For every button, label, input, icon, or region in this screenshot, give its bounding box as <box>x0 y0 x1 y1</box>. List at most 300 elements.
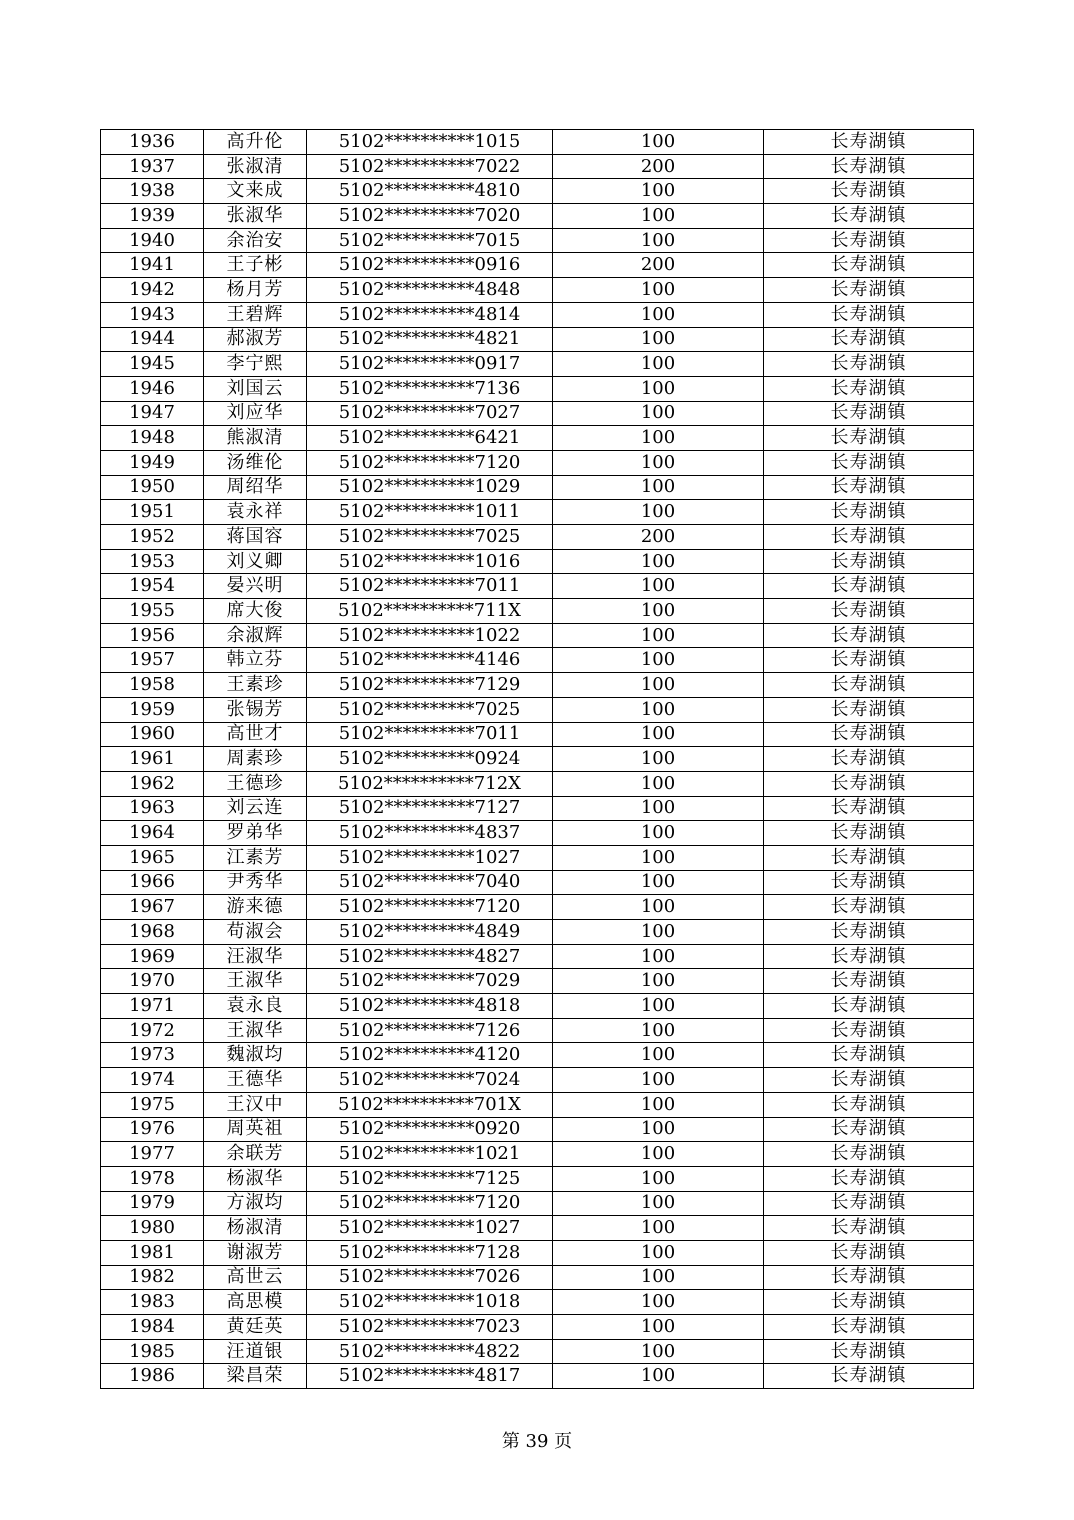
town-cell: 长寿湖镇 <box>764 500 974 525</box>
id-number-cell: 5102**********4120 <box>307 1043 553 1068</box>
id-number-cell: 5102**********0920 <box>307 1117 553 1142</box>
amount-cell: 100 <box>553 549 764 574</box>
serial-number-cell: 1986 <box>101 1364 204 1389</box>
town-cell: 长寿湖镇 <box>764 1068 974 1093</box>
name-cell: 游来德 <box>204 895 307 920</box>
table-row <box>101 870 974 895</box>
name-cell: 高思模 <box>204 1290 307 1315</box>
amount-cell: 100 <box>553 1216 764 1241</box>
amount-cell: 100 <box>553 648 764 673</box>
town-cell: 长寿湖镇 <box>764 599 974 624</box>
serial-number-cell: 1940 <box>101 228 204 253</box>
table-row <box>101 673 974 698</box>
name-cell: 蒋国容 <box>204 525 307 550</box>
name-cell: 王淑华 <box>204 1018 307 1043</box>
town-cell: 长寿湖镇 <box>764 1092 974 1117</box>
table-row <box>101 599 974 624</box>
name-cell: 杨淑华 <box>204 1166 307 1191</box>
serial-number-cell: 1967 <box>101 895 204 920</box>
town-cell: 长寿湖镇 <box>764 401 974 426</box>
table-row <box>101 1339 974 1364</box>
serial-number-cell: 1977 <box>101 1142 204 1167</box>
table-row <box>101 450 974 475</box>
id-number-cell: 5102**********7125 <box>307 1166 553 1191</box>
id-number-cell: 5102**********7120 <box>307 895 553 920</box>
id-number-cell: 5102**********7120 <box>307 450 553 475</box>
town-cell: 长寿湖镇 <box>764 747 974 772</box>
name-cell: 席大俊 <box>204 599 307 624</box>
id-number-cell: 5102**********4822 <box>307 1339 553 1364</box>
amount-cell: 100 <box>553 599 764 624</box>
serial-number-cell: 1953 <box>101 549 204 574</box>
serial-number-cell: 1947 <box>101 401 204 426</box>
id-number-cell: 5102**********7040 <box>307 870 553 895</box>
town-cell: 长寿湖镇 <box>764 697 974 722</box>
name-cell: 袁永祥 <box>204 500 307 525</box>
town-cell: 长寿湖镇 <box>764 574 974 599</box>
table-row <box>101 697 974 722</box>
name-cell: 余治安 <box>204 228 307 253</box>
table-row <box>101 179 974 204</box>
serial-number-cell: 1941 <box>101 253 204 278</box>
serial-number-cell: 1948 <box>101 426 204 451</box>
table-row <box>101 228 974 253</box>
table-row <box>101 352 974 377</box>
table-row <box>101 525 974 550</box>
table-row <box>101 1092 974 1117</box>
serial-number-cell: 1968 <box>101 920 204 945</box>
id-number-cell: 5102**********7029 <box>307 969 553 994</box>
id-number-cell: 5102**********1011 <box>307 500 553 525</box>
serial-number-cell: 1985 <box>101 1339 204 1364</box>
name-cell: 张淑清 <box>204 154 307 179</box>
amount-cell: 100 <box>553 179 764 204</box>
serial-number-cell: 1950 <box>101 475 204 500</box>
amount-cell: 100 <box>553 1339 764 1364</box>
table-row <box>101 475 974 500</box>
amount-cell: 100 <box>553 673 764 698</box>
town-cell: 长寿湖镇 <box>764 475 974 500</box>
table-row <box>101 500 974 525</box>
amount-cell: 100 <box>553 1043 764 1068</box>
table-row <box>101 154 974 179</box>
amount-cell: 100 <box>553 1166 764 1191</box>
amount-cell: 100 <box>553 1315 764 1340</box>
serial-number-cell: 1984 <box>101 1315 204 1340</box>
amount-cell: 100 <box>553 401 764 426</box>
amount-cell: 100 <box>553 228 764 253</box>
table-row <box>101 1216 974 1241</box>
name-cell: 高升伦 <box>204 130 307 155</box>
id-number-cell: 5102**********7120 <box>307 1191 553 1216</box>
id-number-cell: 5102**********7023 <box>307 1315 553 1340</box>
name-cell: 刘义卿 <box>204 549 307 574</box>
table-row <box>101 821 974 846</box>
amount-cell: 100 <box>553 697 764 722</box>
name-cell: 黄廷英 <box>204 1315 307 1340</box>
amount-cell: 100 <box>553 475 764 500</box>
town-cell: 长寿湖镇 <box>764 1339 974 1364</box>
town-cell: 长寿湖镇 <box>764 376 974 401</box>
table-row <box>101 376 974 401</box>
page-number: 第 39 页 <box>501 1431 573 1452</box>
id-number-cell: 5102**********712X <box>307 771 553 796</box>
name-cell: 王淑华 <box>204 969 307 994</box>
name-cell: 袁永良 <box>204 994 307 1019</box>
town-cell: 长寿湖镇 <box>764 426 974 451</box>
serial-number-cell: 1983 <box>101 1290 204 1315</box>
town-cell: 长寿湖镇 <box>764 1191 974 1216</box>
town-cell: 长寿湖镇 <box>764 1364 974 1389</box>
serial-number-cell: 1981 <box>101 1240 204 1265</box>
table-row <box>101 1191 974 1216</box>
name-cell: 刘云连 <box>204 796 307 821</box>
serial-number-cell: 1970 <box>101 969 204 994</box>
table-row <box>101 944 974 969</box>
amount-cell: 100 <box>553 895 764 920</box>
table-row <box>101 1068 974 1093</box>
serial-number-cell: 1951 <box>101 500 204 525</box>
serial-number-cell: 1944 <box>101 327 204 352</box>
serial-number-cell: 1963 <box>101 796 204 821</box>
town-cell: 长寿湖镇 <box>764 1290 974 1315</box>
name-cell: 高世才 <box>204 722 307 747</box>
amount-cell: 100 <box>553 130 764 155</box>
amount-cell: 100 <box>553 747 764 772</box>
town-cell: 长寿湖镇 <box>764 944 974 969</box>
table-row <box>101 895 974 920</box>
name-cell: 刘国云 <box>204 376 307 401</box>
id-number-cell: 5102**********4849 <box>307 920 553 945</box>
name-cell: 汪道银 <box>204 1339 307 1364</box>
town-cell: 长寿湖镇 <box>764 549 974 574</box>
id-number-cell: 5102**********7136 <box>307 376 553 401</box>
id-number-cell: 5102**********701X <box>307 1092 553 1117</box>
serial-number-cell: 1978 <box>101 1166 204 1191</box>
id-number-cell: 5102**********7015 <box>307 228 553 253</box>
amount-cell: 100 <box>553 450 764 475</box>
id-number-cell: 5102**********7129 <box>307 673 553 698</box>
name-cell: 周素珍 <box>204 747 307 772</box>
serial-number-cell: 1952 <box>101 525 204 550</box>
id-number-cell: 5102**********4837 <box>307 821 553 846</box>
name-cell: 谢淑芳 <box>204 1240 307 1265</box>
town-cell: 长寿湖镇 <box>764 130 974 155</box>
name-cell: 李宁熙 <box>204 352 307 377</box>
name-cell: 文来成 <box>204 179 307 204</box>
id-number-cell: 5102**********6421 <box>307 426 553 451</box>
id-number-cell: 5102**********1016 <box>307 549 553 574</box>
town-cell: 长寿湖镇 <box>764 1142 974 1167</box>
town-cell: 长寿湖镇 <box>764 1240 974 1265</box>
table-row <box>101 994 974 1019</box>
serial-number-cell: 1943 <box>101 302 204 327</box>
town-cell: 长寿湖镇 <box>764 920 974 945</box>
town-cell: 长寿湖镇 <box>764 352 974 377</box>
name-cell: 韩立芬 <box>204 648 307 673</box>
amount-cell: 100 <box>553 376 764 401</box>
amount-cell: 200 <box>553 154 764 179</box>
id-number-cell: 5102**********7022 <box>307 154 553 179</box>
town-cell: 长寿湖镇 <box>764 845 974 870</box>
town-cell: 长寿湖镇 <box>764 821 974 846</box>
table-row <box>101 204 974 229</box>
name-cell: 汤维伦 <box>204 450 307 475</box>
id-number-cell: 5102**********0917 <box>307 352 553 377</box>
town-cell: 长寿湖镇 <box>764 204 974 229</box>
amount-cell: 100 <box>553 500 764 525</box>
id-number-cell: 5102**********4146 <box>307 648 553 673</box>
id-number-cell: 5102**********7025 <box>307 525 553 550</box>
serial-number-cell: 1961 <box>101 747 204 772</box>
table-row <box>101 1166 974 1191</box>
amount-cell: 100 <box>553 870 764 895</box>
id-number-cell: 5102**********1022 <box>307 623 553 648</box>
name-cell: 江素芳 <box>204 845 307 870</box>
amount-cell: 100 <box>553 994 764 1019</box>
town-cell: 长寿湖镇 <box>764 673 974 698</box>
id-number-cell: 5102**********1015 <box>307 130 553 155</box>
amount-cell: 100 <box>553 278 764 303</box>
name-cell: 尹秀华 <box>204 870 307 895</box>
serial-number-cell: 1974 <box>101 1068 204 1093</box>
table-row <box>101 1364 974 1389</box>
serial-number-cell: 1972 <box>101 1018 204 1043</box>
serial-number-cell: 1979 <box>101 1191 204 1216</box>
serial-number-cell: 1949 <box>101 450 204 475</box>
amount-cell: 200 <box>553 525 764 550</box>
name-cell: 刘应华 <box>204 401 307 426</box>
table-row <box>101 327 974 352</box>
table-row <box>101 130 974 155</box>
town-cell: 长寿湖镇 <box>764 870 974 895</box>
town-cell: 长寿湖镇 <box>764 228 974 253</box>
amount-cell: 100 <box>553 1117 764 1142</box>
id-number-cell: 5102**********7128 <box>307 1240 553 1265</box>
name-cell: 魏淑均 <box>204 1043 307 1068</box>
serial-number-cell: 1958 <box>101 673 204 698</box>
town-cell: 长寿湖镇 <box>764 648 974 673</box>
name-cell: 杨月芳 <box>204 278 307 303</box>
town-cell: 长寿湖镇 <box>764 1043 974 1068</box>
id-number-cell: 5102**********7020 <box>307 204 553 229</box>
amount-cell: 100 <box>553 623 764 648</box>
amount-cell: 100 <box>553 1191 764 1216</box>
table-row <box>101 969 974 994</box>
name-cell: 张淑华 <box>204 204 307 229</box>
id-number-cell: 5102**********7026 <box>307 1265 553 1290</box>
id-number-cell: 5102**********4818 <box>307 994 553 1019</box>
town-cell: 长寿湖镇 <box>764 302 974 327</box>
name-cell: 高世云 <box>204 1265 307 1290</box>
name-cell: 余联芳 <box>204 1142 307 1167</box>
table-row <box>101 1117 974 1142</box>
amount-cell: 100 <box>553 722 764 747</box>
amount-cell: 100 <box>553 1092 764 1117</box>
id-number-cell: 5102**********7025 <box>307 697 553 722</box>
town-cell: 长寿湖镇 <box>764 1166 974 1191</box>
name-cell: 熊淑清 <box>204 426 307 451</box>
amount-cell: 100 <box>553 352 764 377</box>
table-row <box>101 845 974 870</box>
serial-number-cell: 1937 <box>101 154 204 179</box>
table-row <box>101 1290 974 1315</box>
town-cell: 长寿湖镇 <box>764 1018 974 1043</box>
id-number-cell: 5102**********4827 <box>307 944 553 969</box>
amount-cell: 100 <box>553 920 764 945</box>
table-row <box>101 253 974 278</box>
table-row <box>101 1240 974 1265</box>
town-cell: 长寿湖镇 <box>764 154 974 179</box>
table-row <box>101 648 974 673</box>
town-cell: 长寿湖镇 <box>764 722 974 747</box>
town-cell: 长寿湖镇 <box>764 278 974 303</box>
name-cell: 郝淑芳 <box>204 327 307 352</box>
serial-number-cell: 1942 <box>101 278 204 303</box>
name-cell: 周英祖 <box>204 1117 307 1142</box>
name-cell: 王碧辉 <box>204 302 307 327</box>
town-cell: 长寿湖镇 <box>764 895 974 920</box>
table-row <box>101 549 974 574</box>
serial-number-cell: 1976 <box>101 1117 204 1142</box>
town-cell: 长寿湖镇 <box>764 450 974 475</box>
town-cell: 长寿湖镇 <box>764 179 974 204</box>
serial-number-cell: 1980 <box>101 1216 204 1241</box>
amount-cell: 100 <box>553 426 764 451</box>
name-cell: 罗弟华 <box>204 821 307 846</box>
amount-cell: 100 <box>553 969 764 994</box>
id-number-cell: 5102**********1018 <box>307 1290 553 1315</box>
id-number-cell: 5102**********7127 <box>307 796 553 821</box>
table-row <box>101 1265 974 1290</box>
town-cell: 长寿湖镇 <box>764 1265 974 1290</box>
amount-cell: 100 <box>553 796 764 821</box>
serial-number-cell: 1938 <box>101 179 204 204</box>
town-cell: 长寿湖镇 <box>764 994 974 1019</box>
table-row <box>101 302 974 327</box>
serial-number-cell: 1966 <box>101 870 204 895</box>
amount-cell: 100 <box>553 1364 764 1389</box>
id-number-cell: 5102**********4810 <box>307 179 553 204</box>
roster-table-body <box>101 130 974 1389</box>
serial-number-cell: 1975 <box>101 1092 204 1117</box>
serial-number-cell: 1965 <box>101 845 204 870</box>
id-number-cell: 5102**********7011 <box>307 722 553 747</box>
town-cell: 长寿湖镇 <box>764 1216 974 1241</box>
id-number-cell: 5102**********4817 <box>307 1364 553 1389</box>
serial-number-cell: 1954 <box>101 574 204 599</box>
amount-cell: 100 <box>553 327 764 352</box>
name-cell: 梁昌荣 <box>204 1364 307 1389</box>
amount-cell: 100 <box>553 1265 764 1290</box>
id-number-cell: 5102**********4848 <box>307 278 553 303</box>
town-cell: 长寿湖镇 <box>764 1315 974 1340</box>
table-row <box>101 771 974 796</box>
table-row <box>101 1142 974 1167</box>
table-row <box>101 426 974 451</box>
name-cell: 王德珍 <box>204 771 307 796</box>
name-cell: 苟淑会 <box>204 920 307 945</box>
id-number-cell: 5102**********1027 <box>307 845 553 870</box>
id-number-cell: 5102**********7027 <box>307 401 553 426</box>
id-number-cell: 5102**********1021 <box>307 1142 553 1167</box>
serial-number-cell: 1960 <box>101 722 204 747</box>
id-number-cell: 5102**********0916 <box>307 253 553 278</box>
table-row <box>101 747 974 772</box>
amount-cell: 100 <box>553 574 764 599</box>
amount-cell: 100 <box>553 204 764 229</box>
amount-cell: 100 <box>553 845 764 870</box>
town-cell: 长寿湖镇 <box>764 253 974 278</box>
serial-number-cell: 1946 <box>101 376 204 401</box>
table-row <box>101 796 974 821</box>
serial-number-cell: 1945 <box>101 352 204 377</box>
amount-cell: 100 <box>553 821 764 846</box>
name-cell: 王素珍 <box>204 673 307 698</box>
table-row <box>101 278 974 303</box>
table-row <box>101 920 974 945</box>
id-number-cell: 5102**********7126 <box>307 1018 553 1043</box>
id-number-cell: 5102**********1027 <box>307 1216 553 1241</box>
serial-number-cell: 1955 <box>101 599 204 624</box>
name-cell: 晏兴明 <box>204 574 307 599</box>
roster-table <box>100 129 974 1389</box>
name-cell: 汪淑华 <box>204 944 307 969</box>
name-cell: 张锡芳 <box>204 697 307 722</box>
town-cell: 长寿湖镇 <box>764 796 974 821</box>
serial-number-cell: 1957 <box>101 648 204 673</box>
id-number-cell: 5102**********711X <box>307 599 553 624</box>
id-number-cell: 5102**********4814 <box>307 302 553 327</box>
table-row <box>101 401 974 426</box>
table-row <box>101 1043 974 1068</box>
serial-number-cell: 1971 <box>101 994 204 1019</box>
amount-cell: 100 <box>553 1240 764 1265</box>
amount-cell: 200 <box>553 253 764 278</box>
serial-number-cell: 1936 <box>101 130 204 155</box>
town-cell: 长寿湖镇 <box>764 771 974 796</box>
serial-number-cell: 1959 <box>101 697 204 722</box>
serial-number-cell: 1956 <box>101 623 204 648</box>
id-number-cell: 5102**********7011 <box>307 574 553 599</box>
table-row <box>101 1018 974 1043</box>
amount-cell: 100 <box>553 1142 764 1167</box>
name-cell: 王子彬 <box>204 253 307 278</box>
name-cell: 周绍华 <box>204 475 307 500</box>
id-number-cell: 5102**********0924 <box>307 747 553 772</box>
serial-number-cell: 1969 <box>101 944 204 969</box>
id-number-cell: 5102**********7024 <box>307 1068 553 1093</box>
amount-cell: 100 <box>553 944 764 969</box>
town-cell: 长寿湖镇 <box>764 525 974 550</box>
table-row <box>101 722 974 747</box>
serial-number-cell: 1964 <box>101 821 204 846</box>
id-number-cell: 5102**********1029 <box>307 475 553 500</box>
id-number-cell: 5102**********4821 <box>307 327 553 352</box>
name-cell: 余淑辉 <box>204 623 307 648</box>
table-row <box>101 623 974 648</box>
serial-number-cell: 1973 <box>101 1043 204 1068</box>
amount-cell: 100 <box>553 1290 764 1315</box>
amount-cell: 100 <box>553 302 764 327</box>
name-cell: 杨淑清 <box>204 1216 307 1241</box>
serial-number-cell: 1962 <box>101 771 204 796</box>
town-cell: 长寿湖镇 <box>764 327 974 352</box>
town-cell: 长寿湖镇 <box>764 1117 974 1142</box>
table-row <box>101 1315 974 1340</box>
amount-cell: 100 <box>553 1018 764 1043</box>
name-cell: 王德华 <box>204 1068 307 1093</box>
